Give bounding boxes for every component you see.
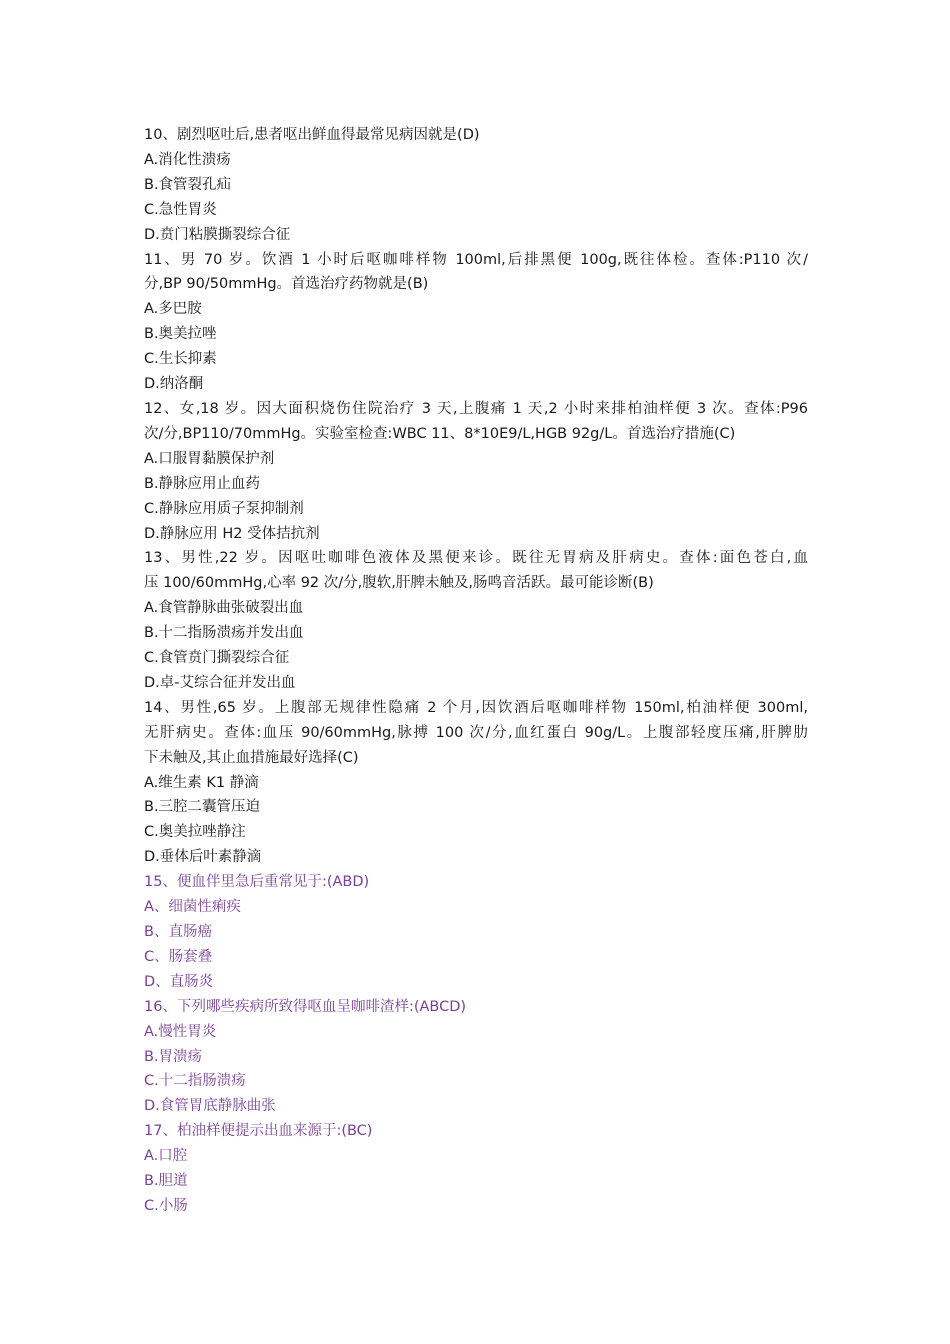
option-c: C.奥美拉唑静注	[144, 824, 246, 841]
option-c: C.小肠	[144, 1197, 188, 1214]
question-12	[144, 397, 808, 546]
option-c: C、肠套叠	[144, 948, 213, 965]
question-stem: 11、男 70 岁。饮酒 1 小时后呕咖啡样物 100ml,后排黑便 100g,既往体检。查体:P110 次/	[144, 251, 808, 268]
question-stem: 14、男性,65 岁。上腹部无规律性隐痛 2 个月,因饮酒后呕咖啡样物 150ml,柏油样便 300ml,	[144, 699, 808, 716]
option-a: A.消化性溃疡	[144, 151, 231, 168]
option-a: A、细菌性痢疾	[144, 899, 241, 916]
question-stem: 17、柏油样便提示出血来源于:(BC)	[144, 1123, 373, 1140]
question-stem: 10、剧烈呕吐后,患者呕出鲜血得最常见病因就是(D)	[144, 127, 480, 143]
option-a: A.慢性胃炎	[144, 1023, 217, 1040]
question-stem: 12、女,18 岁。因大面积烧伤住院治疗 3 天,上腹痛 1 天,2 小时来排柏油样便 3 次。查体:P96	[144, 400, 808, 417]
option-d: D、直肠炎	[144, 973, 214, 990]
option-b: B、直肠癌	[144, 924, 212, 940]
document-page	[144, 123, 808, 1219]
question-stem: 压 100/60mmHg,心率 92 次/分,腹软,肝脾未触及,肠鸣音活跃。最可能诊断(B)	[144, 575, 654, 592]
question-stem: 16、下列哪些疾病所致得呕血呈咖啡渣样:(ABCD)	[144, 998, 467, 1015]
question-16	[144, 995, 808, 1120]
option-d: D.垂体后叶素静滴	[144, 849, 262, 866]
option-b: B.胆道	[144, 1173, 188, 1190]
option-c: C.生长抑素	[144, 351, 217, 368]
option-d: D.卓-艾综合征并发出血	[144, 674, 296, 691]
option-a: A.多巴胺	[144, 301, 202, 318]
question-11	[144, 248, 808, 397]
question-15	[144, 870, 808, 995]
option-c: C.食管贲门撕裂综合征	[144, 650, 290, 667]
option-d: D.食管胃底静脉曲张	[144, 1098, 276, 1115]
question-10	[144, 123, 808, 248]
question-14	[144, 696, 808, 870]
option-b: B.胃溃疡	[144, 1048, 203, 1065]
option-b: B.奥美拉唑	[144, 326, 217, 343]
option-a: A.食管静脉曲张破裂出血	[144, 600, 304, 617]
question-stem: 次/分,BP110/70mmHg。实验室检查:WBC 11、8*10E9/L,HGB 92g/L。首选治疗措施(C)	[144, 425, 736, 442]
option-d: D.纳洛酮	[144, 376, 204, 393]
question-17	[144, 1119, 808, 1219]
question-stem: 13、男性,22 岁。因呕吐咖啡色液体及黑便来诊。既往无胃病及肝病史。查体:面色苍白,血	[144, 550, 808, 567]
question-stem: 下未触及,其止血措施最好选择(C)	[144, 749, 359, 766]
option-b: B.三腔二囊管压迫	[144, 799, 261, 816]
option-a: A.口服胃黏膜保护剂	[144, 450, 275, 467]
question-stem: 无肝病史。查体:血压 90/60mmHg,脉搏 100 次/分,血红蛋白 90g/L。上腹部轻度压痛,肝脾肋	[144, 724, 808, 741]
option-d: D.贲门粘膜撕裂综合征	[144, 226, 291, 243]
option-c: C.静脉应用质子泵抑制剂	[144, 500, 304, 517]
question-stem: 15、便血伴里急后重常见于:(ABD)	[144, 874, 370, 891]
question-13	[144, 546, 808, 695]
option-b: B.静脉应用止血药	[144, 475, 261, 492]
option-c: C.十二指肠溃疡	[144, 1073, 246, 1090]
option-d: D.静脉应用 H2 受体拮抗剂	[144, 525, 320, 542]
option-a: A.口腔	[144, 1148, 188, 1165]
question-stem: 分,BP 90/50mmHg。首选治疗药物就是(B)	[144, 276, 429, 293]
option-b: B.十二指肠溃疡并发出血	[144, 625, 304, 642]
option-b: B.食管裂孔疝	[144, 176, 232, 193]
option-a: A.维生素 K1 静滴	[144, 774, 259, 791]
option-c: C.急性胃炎	[144, 201, 217, 218]
